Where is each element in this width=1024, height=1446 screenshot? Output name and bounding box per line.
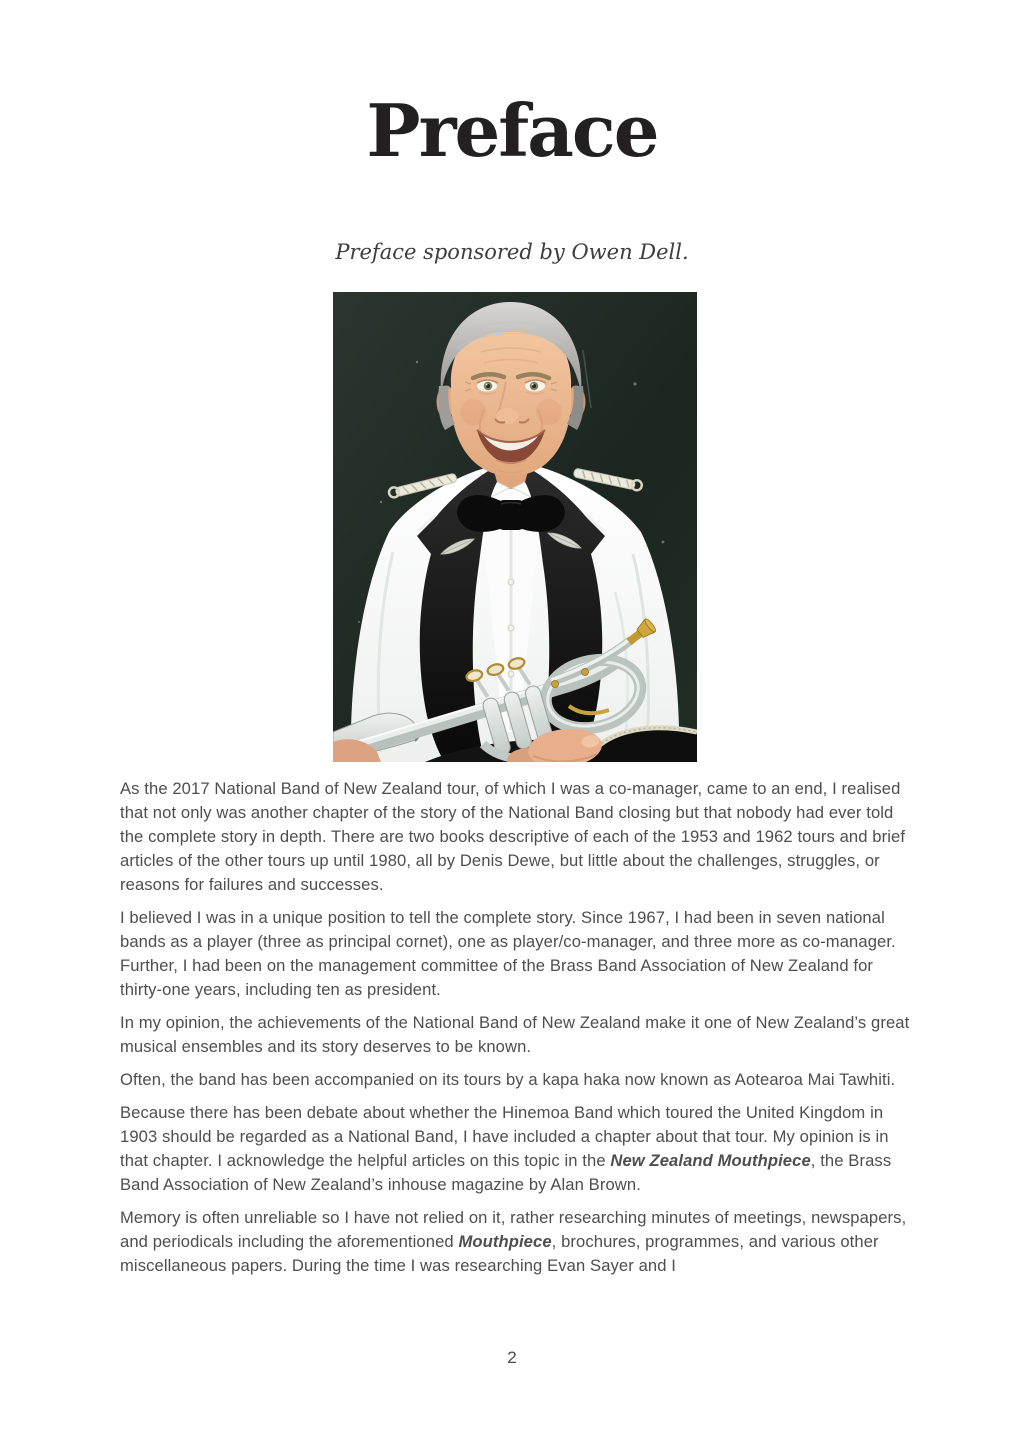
- paragraph: I believed I was in a unique position to tell the complete story. Since 1967, I had been in seven national bands as a player (three as principal cornet), one as player/co-manager, and three more as co-manager. Further, I had been on the management committee of the Brass Band Association of New Zealand for thirty-one years, including ten as president.: [120, 908, 896, 999]
- paragraph: Often, the band has been accompanied on its tours by a kapa haka now known as Aotearoa Mai Tawhiti.: [120, 1070, 896, 1089]
- paragraph: As the 2017 National Band of New Zealand tour, of which I was a co-manager, came to an end, I realised that not only was another chapter of the story of the National Band closing but that nobody had ever told the complete story in depth. There are two books descriptive of each of the 1953 and 1962 tours and brief articles of the other tours up until 1980, all by Denis Dewe, but little about the challenges, struggles, or reasons for failures and successes.: [120, 779, 906, 894]
- sponsor-line: Preface sponsored by Owen Dell.: [335, 240, 689, 264]
- paragraph: Memory is often unreliable so I have not relied on it, rather researching minutes of meetings, newspapers, and periodicals including the aforementioned Mouthpiece, brochures, programmes, and various other miscellaneous papers. During the time I was researching Evan Sayer and I: [120, 1208, 907, 1275]
- paragraph: Because there has been debate about whether the Hinemoa Band which toured the United Kingdom in 1903 should be regarded as a National Band, I have included a chapter about that tour. My opinion is in that chapter. I acknowledge the helpful articles on this topic in the New Zealand Mouthpiece, the Brass Band Association of New Zealand’s inhouse magazine by Alan Brown.: [120, 1103, 892, 1194]
- page-number: 2: [507, 1348, 517, 1367]
- paragraph: In my opinion, the achievements of the National Band of New Zealand make it one of New Zealand’s great musical ensembles and its story deserves to be known.: [120, 1013, 910, 1056]
- portrait-illustration: [333, 292, 697, 762]
- page-title: Preface: [366, 88, 658, 173]
- body-text: [120, 777, 915, 1287]
- bow-tie: [457, 495, 565, 532]
- portrait-photo: [333, 292, 697, 762]
